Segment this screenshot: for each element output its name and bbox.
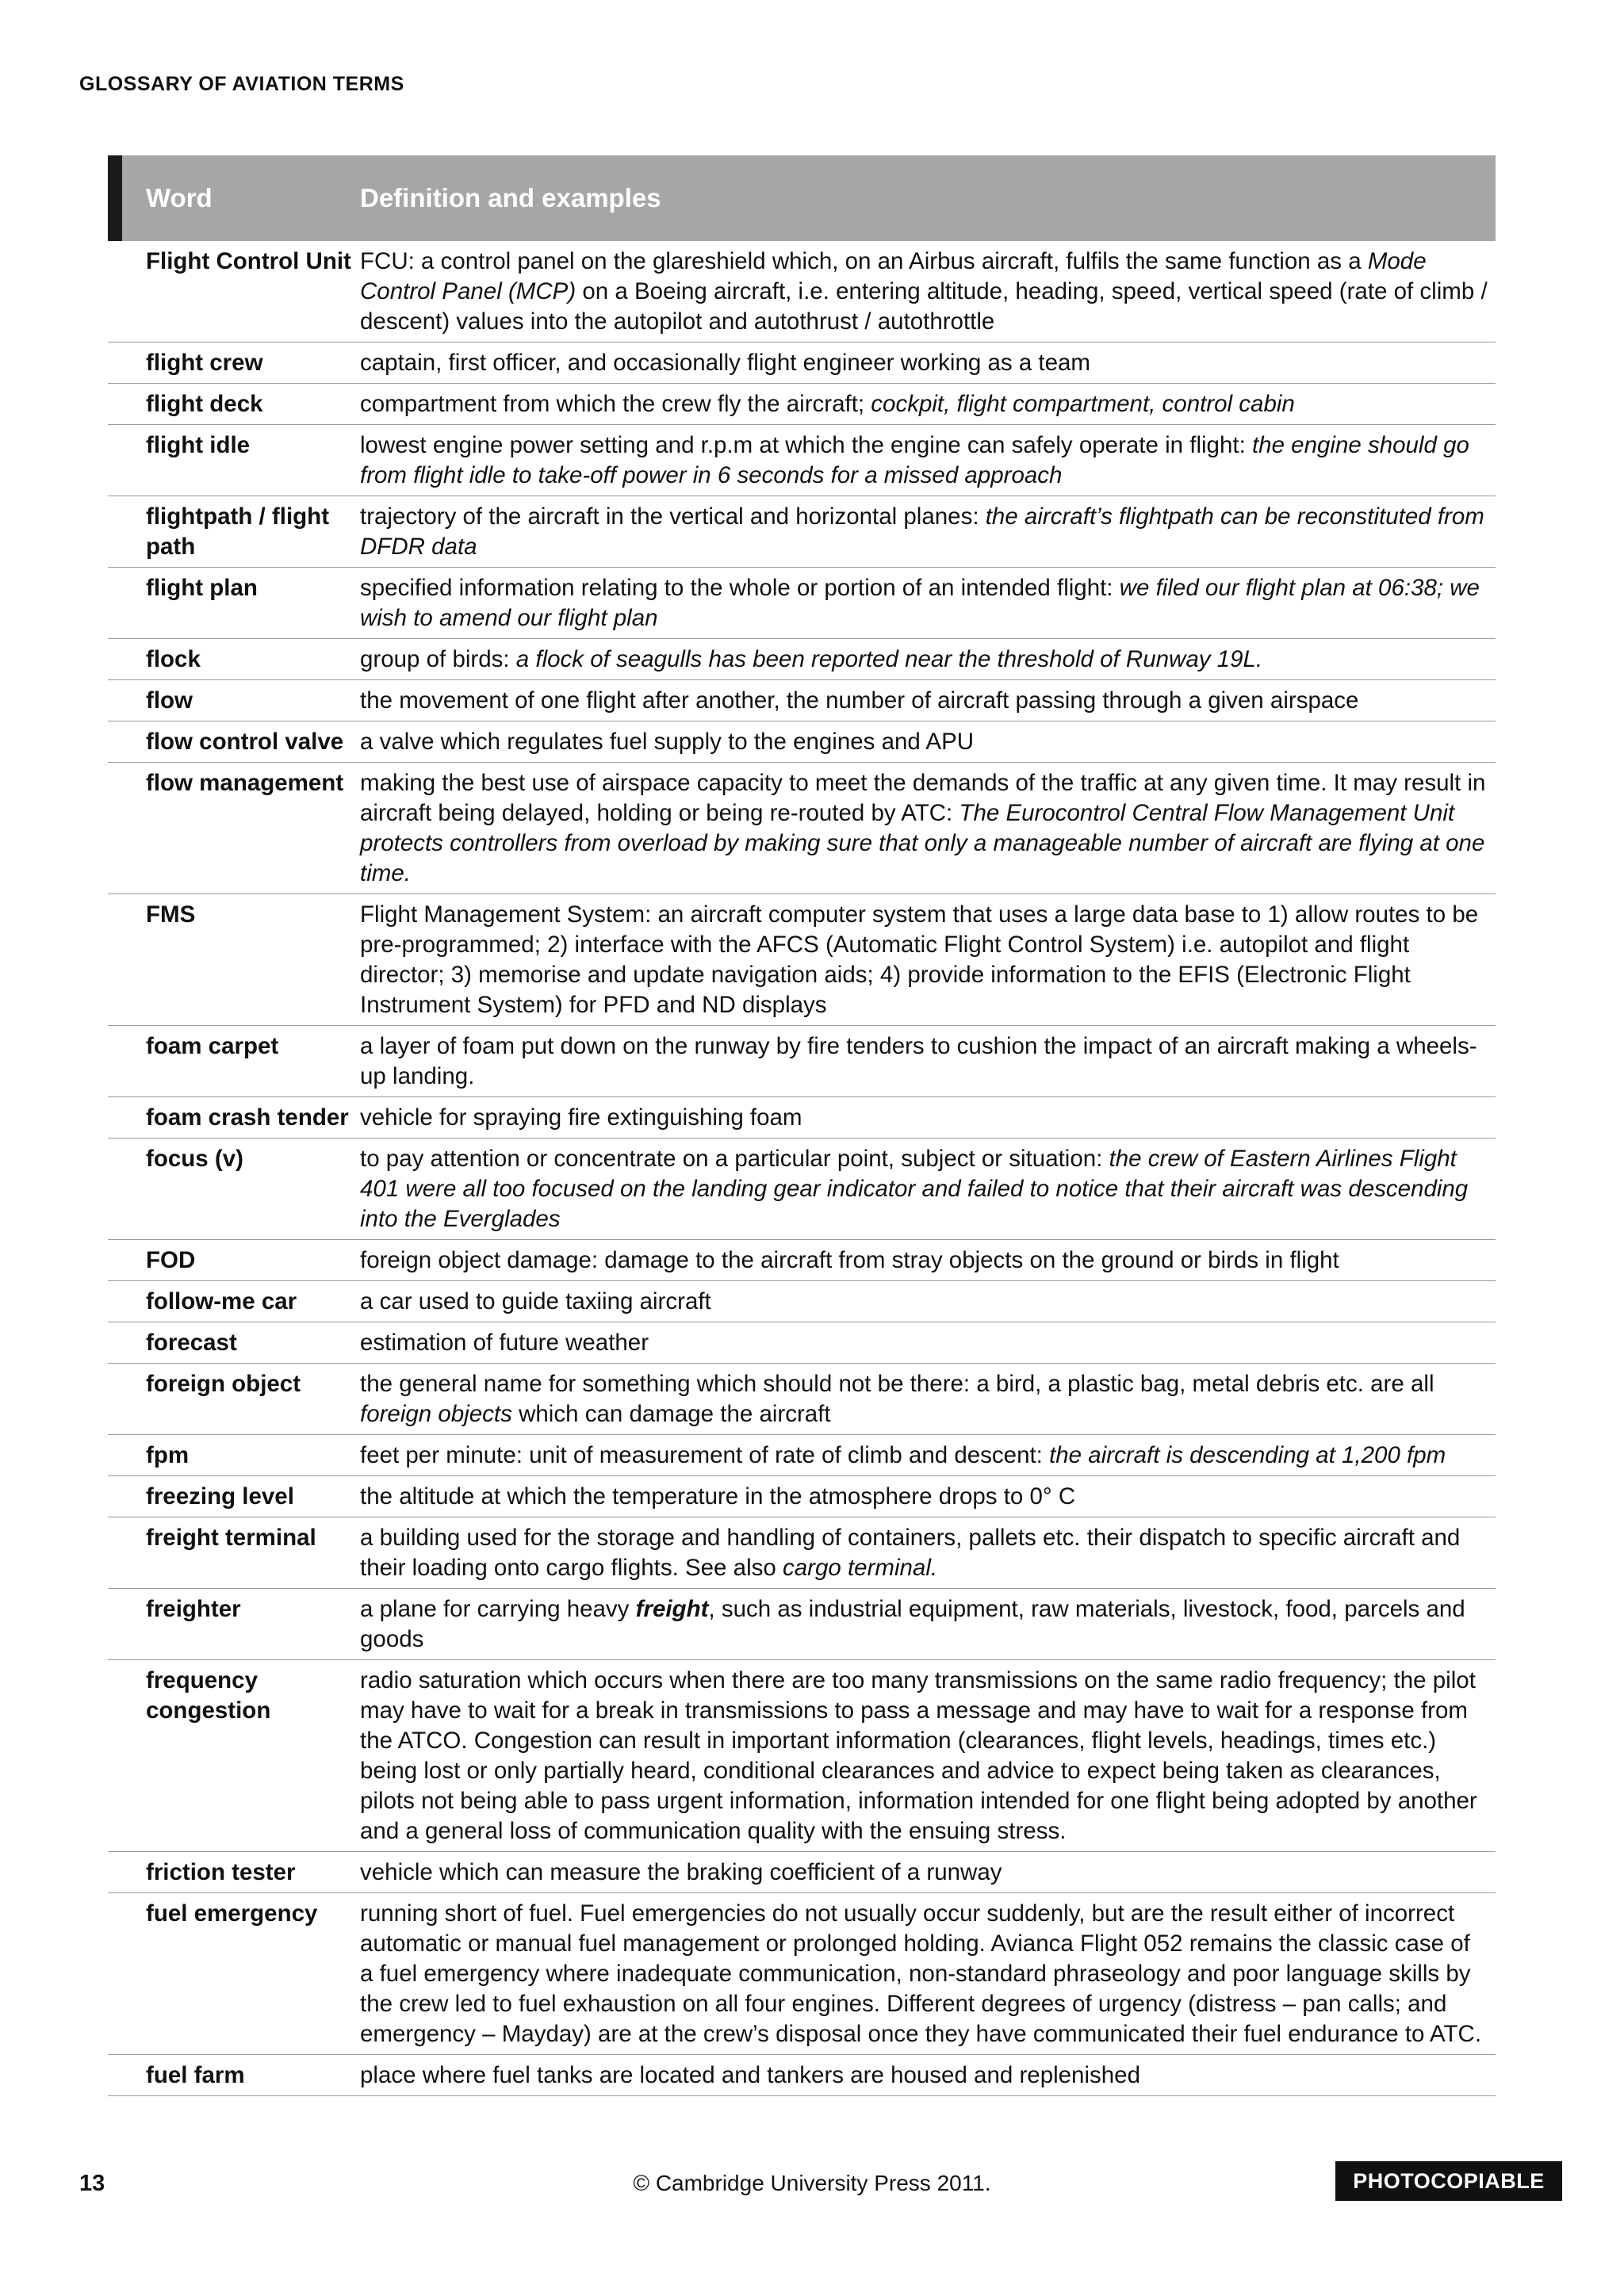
table-row	[108, 1852, 1496, 1893]
definition-text: specified information relating to the whole or portion of an intended flight:	[360, 575, 1120, 601]
definition-text: group of birds:	[360, 646, 516, 672]
definition-text: FCU: a control panel on the glareshield which, on an Airbus aircraft, fulfils the same function as a	[360, 248, 1368, 274]
glossary-term: forecast	[108, 1322, 360, 1364]
table-row	[108, 1589, 1496, 1660]
table-row	[108, 1322, 1496, 1364]
glossary-term: flight idle	[108, 425, 360, 496]
glossary-term: freight terminal	[108, 1517, 360, 1589]
definition-text: a car used to guide taxiing aircraft	[360, 1288, 711, 1314]
glossary-term: foreign object	[108, 1364, 360, 1435]
table-row	[108, 496, 1496, 568]
table-body	[108, 241, 1496, 2096]
glossary-definition	[360, 1364, 1496, 1435]
glossary-definition	[360, 1517, 1496, 1589]
definition-text: radio saturation which occurs when there are too many transmissions on the same radio frequency; the pilot may have to wait for a break in transmissions to pass a message and may have to wait for a response from the ATCO. Congestion can result in important information (clearances, flight levels, headings, times etc.) being lost or only partially heard, conditional clearances and advice to expect being taken as clearances, pilots not being able to pass urgent information, information intended for one flight being adopted by another and a general loss of communication quality with the ensuing stress.	[360, 1667, 1477, 1844]
definition-text: the movement of one flight after another, the number of aircraft passing through a given airspace	[360, 687, 1359, 714]
glossary-term: freighter	[108, 1589, 360, 1660]
table-row	[108, 568, 1496, 639]
glossary-term: frequency congestion	[108, 1660, 360, 1852]
definition-example-text: cockpit, flight compartment, control cabin	[871, 391, 1295, 417]
page-number: 13	[79, 2171, 105, 2196]
table-row	[108, 1660, 1496, 1852]
glossary-term: freezing level	[108, 1476, 360, 1517]
glossary-definition	[360, 721, 1496, 763]
glossary-term: flight plan	[108, 568, 360, 639]
definition-text: captain, first officer, and occasionally flight engineer working as a team	[360, 350, 1091, 376]
glossary-definition	[360, 894, 1496, 1026]
definition-text: vehicle for spraying fire extinguishing foam	[360, 1104, 802, 1131]
glossary-term: friction tester	[108, 1852, 360, 1893]
definition-text: estimation of future weather	[360, 1330, 649, 1356]
definition-text: a plane for carrying heavy	[360, 1596, 636, 1622]
definition-text: running short of fuel. Fuel emergencies do not usually occur suddenly, but are the result either of incorrect automatic or manual fuel management or prolonged holding. Avianca Flight 052 remains the classic case of a fuel emergency where inadequate communication, non-standard phraseology and poor language skills by the crew led to fuel exhaustion on all four engines. Different degrees of urgency (distress – pan calls; and emergency – Mayday) are at the crew’s disposal once they have communicated their fuel endurance to ATC.	[360, 1900, 1482, 2047]
glossary-definition	[360, 1322, 1496, 1364]
glossary-definition	[360, 763, 1496, 894]
definition-example-text: the engine should go from flight idle to take-off power in 6 seconds for a missed approach	[360, 432, 1469, 488]
glossary-term: foam carpet	[108, 1026, 360, 1097]
glossary-definition	[360, 1097, 1496, 1138]
page-header: GLOSSARY OF AVIATION TERMS	[79, 73, 404, 95]
definition-text: the general name for something which should not be there: a bird, a plastic bag, metal debris etc. are all	[360, 1371, 1434, 1397]
glossary-term: follow-me car	[108, 1281, 360, 1322]
definition-example-text: the aircraft is descending at 1,200 fpm	[1049, 1442, 1446, 1468]
definition-example-text: foreign objects	[360, 1401, 512, 1427]
glossary-term: flow management	[108, 763, 360, 894]
table-row	[108, 384, 1496, 425]
glossary-term: flow	[108, 680, 360, 721]
glossary-definition	[360, 1026, 1496, 1097]
table-row	[108, 241, 1496, 342]
table-row	[108, 894, 1496, 1026]
definition-example-text: cargo terminal.	[782, 1555, 938, 1581]
definition-text: compartment from which the crew fly the aircraft;	[360, 391, 871, 417]
table-row	[108, 639, 1496, 680]
definition-text: Flight Management System: an aircraft computer system that uses a large data base to 1) allow routes to be pre-programmed; 2) interface with the AFCS (Automatic Flight Control System) i.e. autopilot and flight director; 3) memorise and update navigation aids; 4) provide information to the EFIS (Electronic Flight Instrument System) for PFD and ND displays	[360, 901, 1479, 1018]
glossary-term: flock	[108, 639, 360, 680]
glossary-term: flightpath / flight path	[108, 496, 360, 568]
table-row	[108, 1364, 1496, 1435]
definition-text: on a Boeing aircraft, i.e. entering altitude, heading, speed, vertical speed (rate of climb / descent) values into the autopilot and autothrust / autothrottle	[360, 278, 1488, 335]
glossary-definition	[360, 1589, 1496, 1660]
glossary-term: Flight Control Unit	[108, 241, 360, 342]
table-row	[108, 1026, 1496, 1097]
glossary-definition	[360, 384, 1496, 425]
table-row	[108, 2055, 1496, 2096]
definition-example-text: a flock of seagulls has been reported near the threshold of Runway 19L.	[515, 646, 1263, 672]
glossary-term: fpm	[108, 1435, 360, 1476]
glossary-table	[108, 155, 1496, 2096]
glossary-definition	[360, 1660, 1496, 1852]
glossary-term: flight deck	[108, 384, 360, 425]
glossary-term: FOD	[108, 1240, 360, 1281]
table-row	[108, 763, 1496, 894]
definition-example-text: we filed our flight plan at 06:38; we wish to amend our flight plan	[360, 575, 1480, 631]
glossary-definition	[360, 241, 1496, 342]
definition-text: making the best use of airspace capacity to meet the demands of the traffic at any given time. It may result in aircraft being delayed, holding or being re-routed by ATC:	[360, 770, 1486, 826]
glossary-definition	[360, 1138, 1496, 1240]
table-row	[108, 1138, 1496, 1240]
glossary-definition	[360, 1893, 1496, 2055]
glossary-definition	[360, 1281, 1496, 1322]
glossary-term: flow control valve	[108, 721, 360, 763]
glossary-definition	[360, 680, 1496, 721]
glossary-table-container	[108, 155, 1496, 2096]
table-row	[108, 1893, 1496, 2055]
table-row	[108, 342, 1496, 384]
definition-text: to pay attention or concentrate on a particular point, subject or situation:	[360, 1146, 1109, 1172]
definition-text: place where fuel tanks are located and tankers are housed and replenished	[360, 2062, 1140, 2088]
definition-text: a layer of foam put down on the runway by fire tenders to cushion the impact of an aircraft making a wheels-up landing.	[360, 1033, 1477, 1089]
photocopiable-badge: PHOTOCOPIABLE	[1335, 2161, 1562, 2201]
glossary-term: FMS	[108, 894, 360, 1026]
glossary-definition	[360, 568, 1496, 639]
header-accent-bar	[108, 155, 122, 241]
table-row	[108, 1097, 1496, 1138]
definition-example-text: the crew of Eastern Airlines Flight 401 were all too focused on the landing gear indicator and failed to notice that their aircraft was descending into the Everglades	[360, 1146, 1469, 1232]
column-header-word: Word	[108, 155, 360, 241]
definition-example-text: The Eurocontrol Central Flow Management Unit protects controllers from overload by making sure that only a manageable number of aircraft are flying at one time.	[360, 800, 1485, 886]
glossary-definition	[360, 1852, 1496, 1893]
column-header-definition: Definition and examples	[360, 155, 1496, 241]
glossary-term: fuel farm	[108, 2055, 360, 2096]
glossary-definition	[360, 2055, 1496, 2096]
table-row	[108, 721, 1496, 763]
table-row	[108, 1435, 1496, 1476]
definition-example-text: freight	[635, 1596, 709, 1622]
glossary-term: fuel emergency	[108, 1893, 360, 2055]
glossary-term: focus (v)	[108, 1138, 360, 1240]
table-row	[108, 425, 1496, 496]
glossary-term: flight crew	[108, 342, 360, 384]
glossary-definition	[360, 425, 1496, 496]
table-row	[108, 1240, 1496, 1281]
definition-text: which can damage the aircraft	[511, 1401, 831, 1427]
table-row	[108, 1517, 1496, 1589]
definition-example-text: the aircraft’s flightpath can be reconstituted from DFDR data	[360, 503, 1484, 560]
definition-text: a valve which regulates fuel supply to the engines and APU	[360, 729, 975, 755]
definition-text: the altitude at which the temperature in the atmosphere drops to 0° C	[360, 1483, 1076, 1510]
glossary-definition	[360, 496, 1496, 568]
definition-text: foreign object damage: damage to the aircraft from stray objects on the ground or birds in flight	[360, 1247, 1339, 1273]
definition-text: lowest engine power setting and r.p.m at which the engine can safely operate in flight:	[360, 432, 1252, 458]
glossary-term: foam crash tender	[108, 1097, 360, 1138]
definition-text: vehicle which can measure the braking coefficient of a runway	[360, 1859, 1002, 1885]
definition-text: trajectory of the aircraft in the vertical and horizontal planes:	[360, 503, 986, 530]
definition-text: , such as industrial equipment, raw materials, livestock, food, parcels and goods	[360, 1596, 1465, 1652]
copyright-notice: © Cambridge University Press 2011.	[633, 2171, 991, 2195]
table-row	[108, 680, 1496, 721]
definition-text: a building used for the storage and handling of containers, pallets etc. their dispatch to specific aircraft and their loading onto cargo flights. See also	[360, 1525, 1461, 1581]
table-row	[108, 1281, 1496, 1322]
definition-example-text: Mode Control Panel (MCP)	[360, 248, 1427, 304]
glossary-definition	[360, 342, 1496, 384]
glossary-definition	[360, 639, 1496, 680]
table-row	[108, 1476, 1496, 1517]
glossary-definition	[360, 1240, 1496, 1281]
glossary-definition	[360, 1435, 1496, 1476]
definition-text: feet per minute: unit of measurement of rate of climb and descent:	[360, 1442, 1050, 1468]
table-header	[108, 155, 1496, 241]
glossary-definition	[360, 1476, 1496, 1517]
